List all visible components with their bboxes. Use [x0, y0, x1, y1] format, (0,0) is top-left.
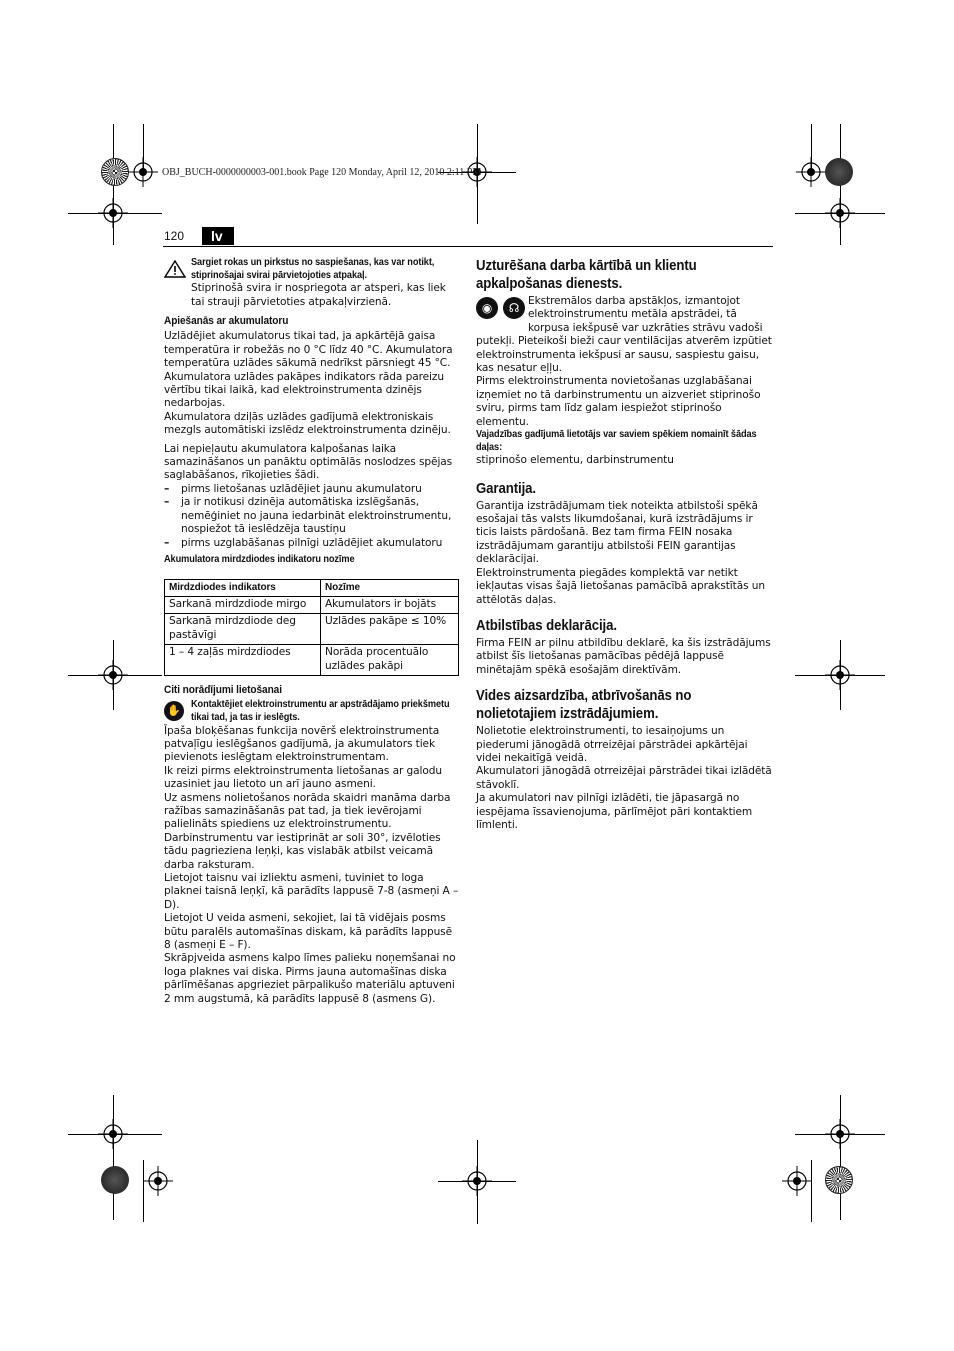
paragraph: stiprinošo elementu, darbinstrumentu — [476, 454, 674, 467]
paragraph: Lietojot U veida asmeni, sekojiet, lai tā vidējais posms būtu paralēls automašīnas diskam, kā parādīts lappusē 8 (asmeņi E – F). — [164, 912, 453, 952]
contact-note-block — [164, 699, 460, 724]
color-target-icon — [101, 158, 129, 186]
other-heading: Citi norādījumi lietošanai — [164, 683, 282, 696]
paragraph: Lai nepieļautu akumulatora kalpošanas laika samazināšanos un panāktu optimālās noslodzes spējas saglabāšanos, rīkojieties šādi. — [164, 442, 453, 482]
right-column — [476, 257, 773, 832]
table-cell: Sarkanā mirdzdiode mirgo — [165, 596, 321, 613]
paragraph: Akumulatori jānogādā otrreizējai pārstrādei tikai izlādētā stāvoklī. — [476, 765, 772, 791]
table-cell: 1 – 4 zaļās mirdzdiodes — [165, 645, 321, 676]
color-target-icon — [825, 158, 853, 186]
paragraph: Skrāpjveida asmens kalpo līmes palieku noņemšanai no loga plaknes vai diska. Pirms jauna automašīnas diska pārlīmēšanas apgrieziet pārpalikušo materiālu aptuveni 2 mm augstumā, kā parādīts lappusē 8 (asmens G). — [164, 952, 456, 1005]
list-item: – pirms lietošanas uzlādējiet jaunu akumulatoru — [164, 483, 460, 496]
registration-mark-icon — [143, 1166, 173, 1196]
paragraph: Īpaša bloķēšanas funkcija novērš elektroinstrumenta patvaļīgu ieslēgšanos gadījumā, ja akumulators tiek pievienots ieslēgtam elektroinstrumentam. — [164, 724, 440, 764]
paragraph: Akumulatora dziļās uzlādes gadījumā elektroniskais mezgls automātiski izslēdz elektroinstrumenta dzinēju. — [164, 410, 451, 437]
warning-triangle-icon — [164, 260, 186, 278]
print-header: OBJ_BUCH-0000000003-001.book Page 120 Monday, April 12, 2010 2:11 PM — [162, 167, 482, 178]
crop-line — [113, 1095, 114, 1220]
warning-bold-text: Sargiet rokas un pirkstus no saspiešanas, kas var notikt, stiprinošajai svirai pārvietojoties atpakaļ. — [191, 257, 435, 281]
paragraph: Nolietotie elektroinstrumenti, to iesaiņojums un piederumi jānogādā otrreizējai pārstrādei apkārtējai videi nekaitīgā veidā. — [476, 725, 748, 764]
paragraph: Pirms elektroinstrumenta novietošanas uzglabāšanai izņemiet no tā darbinstrumentu un aizveriet stiprinošo sviru, pirms tam līdz galam iespiežot stiprinošo elementu. — [476, 375, 761, 428]
battery-heading: Apiešanās ar akumulatoru — [164, 315, 289, 327]
color-target-icon — [825, 1166, 853, 1194]
table-cell: Akumulators ir bojāts — [321, 596, 459, 613]
service-bold-note: Vajadzības gadījumā lietotājs var saviem spēkiem nomainīt šādas daļas: — [476, 429, 757, 453]
paragraph: Ik reizi pirms elektroinstrumenta lietošanas ar galodu uzasiniet jau lietoto un arī jauno asmeni. — [164, 764, 442, 791]
paragraph: Garantija izstrādājumam tiek noteikta atbilstoši spēkā esošajai tās valsts likumdošanai, kurā izstrādājums ir ticis laists pārdošanā. Bez tam firma FEIN nosaka izstrādājumam garantiju atbilstoši FEIN garantijas deklarācijai. — [476, 499, 758, 566]
registration-mark-icon — [825, 1119, 855, 1149]
paragraph: Darbinstrumentu var iestiprināt ar soli 30°, izvēloties tādu pagrieziena leņķi, kas vislabāk atbilst veicamā darba raksturam. — [164, 831, 441, 871]
list-item: – ja ir notikusi dzinēja automātiska izslēgšanās, nemēģiniet no jauna iedarbināt elektroinstrumentu, nospiežot tā ieslēdzēja taustiņu — [164, 496, 460, 536]
crop-line — [840, 1095, 841, 1220]
warranty-heading: Garantija. — [476, 479, 537, 497]
paragraph: Firma FEIN ar pilnu atbildību deklarē, ka šis izstrādājums atbilst šīs lietošanas pamācības pēdējā lappusē minētajām spēkā esošajām direktīvām. — [476, 636, 771, 676]
page-number: 120 — [164, 229, 185, 243]
registration-mark-icon — [128, 157, 158, 187]
color-target-icon — [101, 1166, 129, 1194]
led-table — [164, 579, 459, 676]
eye-protection-icon: ◉ — [476, 297, 498, 319]
registration-mark-icon — [98, 660, 128, 690]
respirator-mask-icon: ☊ — [503, 297, 525, 319]
service-heading: Uzturēšana darba kārtībā un klientu apkalpošanas dienests. — [476, 257, 697, 292]
table-cell: Norāda procentuālo uzlādes pakāpi — [321, 645, 459, 676]
conformity-heading: Atbilstības deklarācija. — [476, 616, 617, 634]
registration-mark-icon — [782, 1166, 812, 1196]
registration-mark-icon — [98, 198, 128, 228]
registration-mark-icon — [98, 1119, 128, 1149]
paragraph: Ja akumulatori nav pilnīgi izlādēti, tie jāpasargā no iespējama īssavienojuma, pārlīmējot pāri kontaktiem līmlenti. — [476, 792, 753, 831]
environment-heading: Vides aizsardzība, atbrīvošanās no nolietotajiem izstrādājumiem. — [476, 687, 692, 723]
table-header-row — [165, 579, 459, 596]
paragraph: Elektroinstrumenta piegādes komplektā var netikt iekļautas visas šajā lietošanas pamācībā aprakstītās un attēlotās daļas. — [476, 566, 765, 606]
table-row — [165, 645, 459, 676]
icon-group — [476, 295, 528, 323]
paragraph: Uzlādējiet akumulatorus tikai tad, ja apkārtējā gaisa temperatūra ir robežās no 0 °C līdz 40 °C. Akumulatora temperatūra uzlādes sākumā nedrīkst pārsniegt 45 °C. — [164, 330, 453, 370]
table-row — [165, 596, 459, 613]
registration-mark-icon — [825, 660, 855, 690]
led-heading: Akumulatora mirdzdiodes indikatoru nozīme — [164, 553, 355, 565]
table-header: Nozīme — [321, 579, 459, 596]
left-column — [164, 257, 460, 1006]
contact-note: Kontaktējiet elektroinstrumentu ar apstrādājamo priekšmetu tikai tad, ja tas ir ieslēgts. — [191, 699, 450, 723]
header-rule — [163, 246, 773, 247]
registration-mark-icon — [462, 1166, 492, 1196]
table-cell: Uzlādes pakāpe ≤ 10% — [321, 614, 459, 645]
registration-mark-icon — [796, 157, 826, 187]
table-row — [165, 614, 459, 645]
paragraph: Uz asmens nolietošanos norāda skaidri manāma darba ražības samazināšanās pat tad, ja tiek ievērojami palielināts spiediens uz elektroinstrumentu. — [164, 791, 451, 831]
hand-mandatory-icon: ✋ — [164, 701, 184, 721]
battery-list — [164, 483, 460, 550]
paragraph: Ekstremālos darba apstākļos, izmantojot elektroinstrumentu metāla apstrādei, tā korpusa iekšpusē var uzkrāties strāvu vadoši putekļi. Pieteikoši bieži caur ventilācijas atverēm izpūtiet elektroinstrumenta iekšpusi ar sausu, saspiestu gaisu, kas nesatur eļļu. — [476, 295, 772, 375]
registration-mark-icon — [825, 198, 855, 228]
warning-block — [164, 257, 460, 309]
table-header: Mirdzdiodes indikators — [165, 579, 321, 596]
language-tab: lv — [202, 227, 234, 245]
paragraph: Akumulatora uzlādes pakāpes indikators rāda pareizu vērtību tikai laikā, kad elektroinstrumenta dzinējs nedarbojas. — [164, 370, 444, 410]
paragraph: Lietojot taisnu vai izliektu asmeni, tuviniet to loga plaknei taisnā leņķī, kā parādīts lappusē 7-8 (asmeņi A – D). — [164, 872, 459, 911]
service-block — [476, 295, 773, 375]
list-item: – pirms uzglabāšanas pilnīgi uzlādējiet akumulatoru — [164, 537, 460, 550]
table-cell: Sarkanā mirdzdiode deg pastāvīgi — [165, 614, 321, 645]
warning-text: Stiprinošā svira ir nospriegota ar atsperi, kas liek tai strauji pārvietoties atpakaļvirzienā. — [191, 282, 446, 308]
